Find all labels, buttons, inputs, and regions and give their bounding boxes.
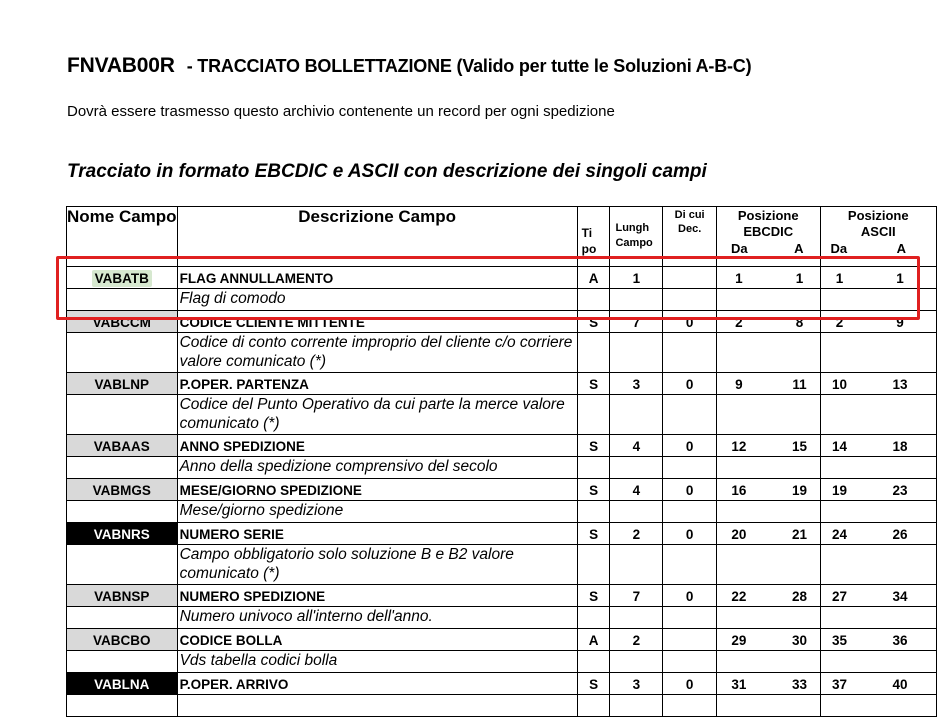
ebcdic-a-value: 8 (795, 315, 804, 330)
empty-cell (820, 395, 936, 435)
empty-cell (67, 545, 178, 585)
empty-cell (716, 457, 820, 479)
empty-cell (577, 333, 610, 373)
header-lunghezza: Lungh Campo (610, 207, 663, 267)
ascii-a-value: 13 (892, 377, 908, 392)
empty-cell (716, 289, 820, 311)
ascii-da-value: 19 (832, 483, 848, 498)
table-row (67, 673, 937, 695)
empty-cell (663, 457, 717, 479)
field-lunghezza: 1 (610, 267, 663, 289)
field-ascii-posizione (820, 523, 936, 545)
header-decimali: Di cui Dec. (663, 207, 717, 267)
empty-cell (820, 333, 936, 373)
field-note: Numero univoco all'interno dell'anno. (177, 607, 577, 629)
ebcdic-da-value: 2 (735, 315, 743, 330)
field-note: Mese/giorno spedizione (177, 501, 577, 523)
empty-cell (577, 457, 610, 479)
empty-cell (820, 651, 936, 673)
ebcdic-da-value: 31 (731, 677, 747, 692)
field-decimali (663, 629, 717, 651)
field-ascii-posizione (820, 373, 936, 395)
field-decimali: 0 (663, 311, 717, 333)
empty-cell (663, 289, 717, 311)
empty-cell (610, 395, 663, 435)
field-ebcdic-posizione (716, 585, 820, 607)
field-ascii-posizione (820, 267, 936, 289)
header-ebcdic-line1: Posizione (737, 208, 799, 223)
empty-cell (577, 695, 610, 717)
ascii-a-value: 9 (896, 315, 904, 330)
field-description: NUMERO SPEDIZIONE (177, 585, 577, 607)
document-title-text: - TRACCIATO BOLLETTAZIONE (Valido per tutte le Soluzioni A-B-C) (186, 56, 752, 76)
field-ebcdic-posizione (716, 435, 820, 457)
header-ebcdic-a: A (794, 241, 804, 256)
field-tipo: S (577, 673, 610, 695)
field-ascii-posizione (820, 629, 936, 651)
header-descrizione: Descrizione Campo (177, 207, 577, 267)
header-ascii-a: A (896, 241, 906, 256)
field-tipo: S (577, 479, 610, 501)
empty-cell (67, 651, 178, 673)
field-note: Anno della spedizione comprensivo del secolo (177, 457, 577, 479)
field-ebcdic-posizione (716, 267, 820, 289)
ebcdic-a-value: 19 (792, 483, 808, 498)
ebcdic-da-value: 16 (731, 483, 747, 498)
empty-cell (610, 333, 663, 373)
empty-cell (716, 333, 820, 373)
empty-cell (663, 333, 717, 373)
field-name: VABLNA (67, 673, 178, 695)
table-row (67, 373, 937, 395)
field-ascii-posizione (820, 585, 936, 607)
field-ebcdic-posizione (716, 629, 820, 651)
ascii-da-value: 1 (835, 271, 844, 286)
empty-cell (67, 695, 178, 717)
field-ebcdic-posizione (716, 523, 820, 545)
field-tipo: S (577, 311, 610, 333)
table-row (67, 629, 937, 651)
field-tipo: S (577, 435, 610, 457)
field-name: VABNSP (67, 585, 178, 607)
field-name: VABLNP (67, 373, 178, 395)
empty-cell (716, 695, 820, 717)
field-lunghezza: 3 (610, 673, 663, 695)
empty-cell (663, 607, 717, 629)
section-heading: Tracciato in formato EBCDIC e ASCII con descrizione dei singoli campi (67, 161, 707, 182)
header-posizione-ascii (820, 207, 936, 267)
ebcdic-a-value: 21 (792, 527, 808, 542)
empty-cell (67, 333, 178, 373)
table-row-note (67, 545, 937, 585)
field-decimali (663, 267, 717, 289)
ascii-da-value: 10 (832, 377, 848, 392)
field-spec-table (66, 206, 937, 717)
ebcdic-da-value: 22 (731, 589, 747, 604)
field-description: P.OPER. ARRIVO (177, 673, 577, 695)
empty-cell (716, 651, 820, 673)
empty-cell (663, 651, 717, 673)
empty-cell (577, 289, 610, 311)
ebcdic-a-value: 15 (792, 439, 808, 454)
empty-cell (716, 607, 820, 629)
field-description: CODICE CLIENTE MITTENTE (177, 311, 577, 333)
table-row (67, 435, 937, 457)
ascii-da-value: 27 (832, 589, 848, 604)
field-decimali: 0 (663, 673, 717, 695)
table-row (67, 479, 937, 501)
field-description: FLAG ANNULLAMENTO (177, 267, 577, 289)
empty-cell (820, 695, 936, 717)
ascii-a-value: 23 (892, 483, 908, 498)
empty-cell (820, 545, 936, 585)
header-nome-campo: Nome Campo (67, 207, 178, 267)
ebcdic-a-value: 30 (792, 633, 808, 648)
ebcdic-da-value: 20 (731, 527, 747, 542)
ebcdic-a-value: 11 (792, 377, 807, 392)
ebcdic-da-value: 29 (731, 633, 747, 648)
field-name: VABMGS (67, 479, 178, 501)
ascii-da-value: 35 (832, 633, 848, 648)
field-note (177, 695, 577, 717)
field-lunghezza: 7 (610, 585, 663, 607)
table-row-note (67, 333, 937, 373)
empty-cell (577, 607, 610, 629)
empty-cell (610, 695, 663, 717)
table-row-note (67, 395, 937, 435)
ascii-a-value: 36 (892, 633, 908, 648)
field-note: Codice del Punto Operativo da cui parte la merce valore comunicato (*) (177, 395, 577, 435)
field-name: VABAAS (67, 435, 178, 457)
field-description: CODICE BOLLA (177, 629, 577, 651)
empty-cell (577, 545, 610, 585)
ascii-da-value: 24 (832, 527, 848, 542)
table-row (67, 267, 937, 289)
table-row-note (67, 289, 937, 311)
field-decimali: 0 (663, 373, 717, 395)
field-decimali: 0 (663, 479, 717, 501)
field-decimali: 0 (663, 435, 717, 457)
field-ebcdic-posizione (716, 311, 820, 333)
table-row (67, 585, 937, 607)
empty-cell (663, 545, 717, 585)
table-row-note (67, 695, 937, 717)
field-lunghezza: 7 (610, 311, 663, 333)
field-ascii-posizione (820, 673, 936, 695)
empty-cell (716, 545, 820, 585)
empty-cell (820, 607, 936, 629)
field-name (67, 267, 178, 289)
field-lunghezza: 3 (610, 373, 663, 395)
ebcdic-da-value: 12 (731, 439, 747, 454)
field-description: MESE/GIORNO SPEDIZIONE (177, 479, 577, 501)
field-tipo: A (577, 629, 610, 651)
ascii-da-value: 37 (832, 677, 848, 692)
intro-paragraph: Dovrà essere trasmesso questo archivio contenente un record per ogni spedizione (67, 103, 615, 120)
field-lunghezza: 4 (610, 479, 663, 501)
empty-cell (663, 695, 717, 717)
empty-cell (577, 651, 610, 673)
field-lunghezza: 2 (610, 523, 663, 545)
table-row (67, 311, 937, 333)
empty-cell (820, 501, 936, 523)
field-name: VABCCM (67, 311, 178, 333)
empty-cell (67, 501, 178, 523)
ebcdic-a-value: 33 (792, 677, 808, 692)
field-decimali: 0 (663, 585, 717, 607)
field-ascii-posizione (820, 479, 936, 501)
empty-cell (820, 457, 936, 479)
table-row-note (67, 457, 937, 479)
header-ascii-line2: ASCII (860, 224, 896, 239)
header-posizione-ebcdic (716, 207, 820, 267)
empty-cell (610, 457, 663, 479)
header-ascii-da: Da (830, 241, 848, 256)
empty-cell (820, 289, 936, 311)
empty-cell (716, 395, 820, 435)
field-note: Campo obbligatorio solo soluzione B e B2 valore comunicato (*) (177, 545, 577, 585)
ascii-a-value: 40 (892, 677, 908, 692)
header-ebcdic-da: Da (730, 241, 748, 256)
ascii-da-value: 2 (835, 315, 844, 330)
ascii-da-value: 14 (832, 439, 848, 454)
header-ebcdic-line2: EBCDIC (743, 224, 794, 239)
empty-cell (67, 457, 178, 479)
ascii-a-value: 26 (892, 527, 908, 542)
table-row-note (67, 607, 937, 629)
table-row (67, 523, 937, 545)
empty-cell (67, 607, 178, 629)
empty-cell (610, 545, 663, 585)
empty-cell (663, 501, 717, 523)
field-ascii-posizione (820, 311, 936, 333)
field-name: VABNRS (67, 523, 178, 545)
empty-cell (67, 395, 178, 435)
field-lunghezza: 2 (610, 629, 663, 651)
field-ascii-posizione (820, 435, 936, 457)
table-row-note (67, 651, 937, 673)
field-decimali: 0 (663, 523, 717, 545)
field-lunghezza: 4 (610, 435, 663, 457)
ebcdic-da-value: 1 (735, 271, 743, 286)
field-ebcdic-posizione (716, 673, 820, 695)
field-note: Codice di conto corrente improprio del cliente c/o corriere valore comunicato (*) (177, 333, 577, 373)
field-tipo: A (577, 267, 610, 289)
document-code: FNVAB00R (67, 54, 175, 77)
field-description: NUMERO SERIE (177, 523, 577, 545)
empty-cell (610, 651, 663, 673)
empty-cell (577, 395, 610, 435)
field-note: Flag di comodo (177, 289, 577, 311)
empty-cell (610, 501, 663, 523)
field-tipo: S (577, 585, 610, 607)
field-ebcdic-posizione (716, 373, 820, 395)
ebcdic-a-value: 28 (792, 589, 808, 604)
empty-cell (577, 501, 610, 523)
header-tipo: Ti po (577, 207, 610, 267)
ebcdic-a-value: 1 (795, 271, 804, 286)
field-note: Vds tabella codici bolla (177, 651, 577, 673)
field-name: VABCBO (67, 629, 178, 651)
field-ebcdic-posizione (716, 479, 820, 501)
table-header-row (67, 207, 937, 267)
field-name-label: VABATB (92, 270, 152, 287)
empty-cell (67, 289, 178, 311)
field-description: P.OPER. PARTENZA (177, 373, 577, 395)
empty-cell (716, 501, 820, 523)
table-row-note (67, 501, 937, 523)
field-tipo: S (577, 523, 610, 545)
ascii-a-value: 18 (892, 439, 908, 454)
field-description: ANNO SPEDIZIONE (177, 435, 577, 457)
empty-cell (663, 395, 717, 435)
header-ascii-line1: Posizione (847, 208, 909, 223)
field-tipo: S (577, 373, 610, 395)
empty-cell (610, 289, 663, 311)
ascii-a-value: 1 (896, 271, 904, 286)
empty-cell (610, 607, 663, 629)
ebcdic-da-value: 9 (735, 377, 743, 392)
ascii-a-value: 34 (892, 589, 908, 604)
document-title (67, 54, 751, 78)
